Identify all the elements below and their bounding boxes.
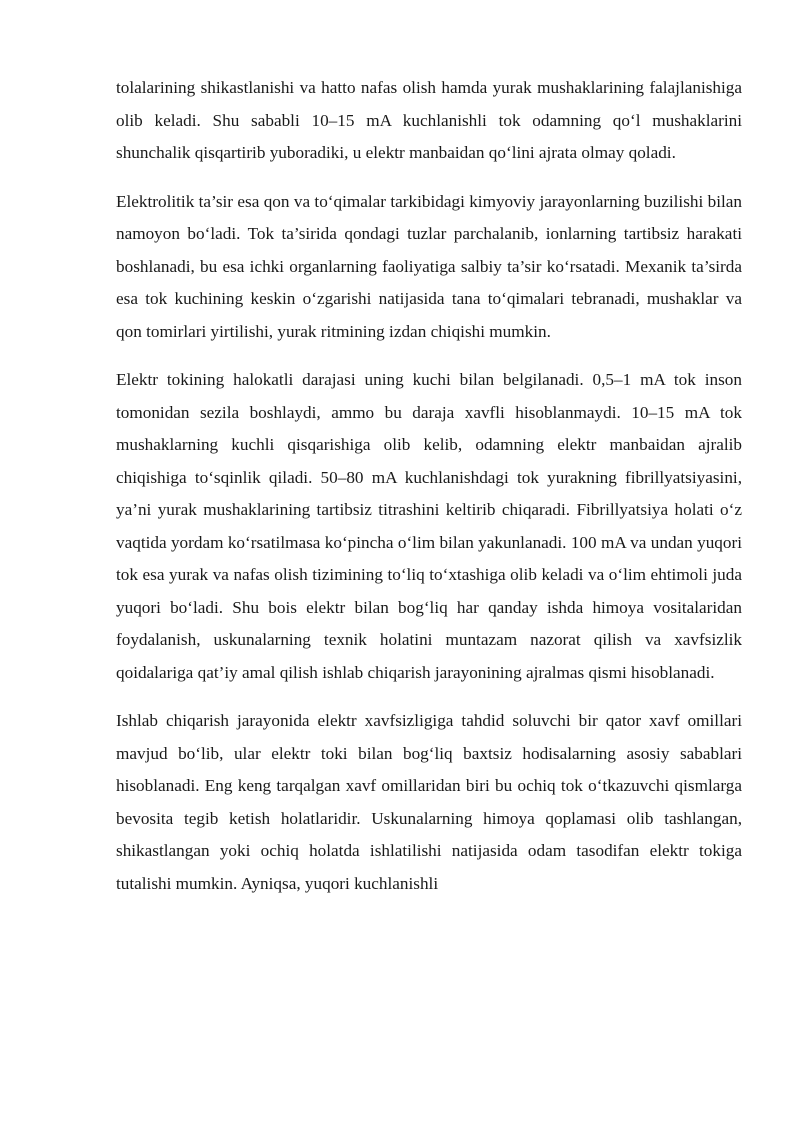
paragraph-4: Ishlab chiqarish jarayonida elektr xavfsizligiga tahdid soluvchi bir qator xavf omillari mavjud bo‘lib, ular elektr toki bilan bog‘liq baxtsiz hodisalarning asosiy sabablari hisoblanadi. Eng keng tarqalgan xavf omillaridan biri bu ochiq tok o‘tkazuvchi qismlarga bevosita tegib ketish holatlaridir. Uskunalarning himoya qoplamasi olib tashlangan, shikastlangan yoki ochiq holatda ishlatilishi natijasida odam tasodifan elektr tokiga tutalishi mumkin. Ayniqsa, yuqori kuchlanishli <box>116 711 742 893</box>
paragraph-3: Elektr tokining halokatli darajasi uning kuchi bilan belgilanadi. 0,5–1 mA tok inson tomonidan sezila boshlaydi, ammo bu daraja xavfli hisoblanmaydi. 10–15 mA tok mushaklarning kuchli qisqarishiga olib kelib, odamning elektr manbaidan ajralib chiqishiga to‘sqinlik qiladi. 50–80 mA kuchlanishdagi tok yurakning fibrillyatsiyasini, ya’ni yurak mushaklarining tartibsiz titrashini keltirib chiqaradi. Fibrillyatsiya holati o‘z vaqtida yordam ko‘rsatilmasa ko‘pincha o‘lim bilan yakunlanadi. 100 mA va undan yuqori tok esa yurak va nafas olish tizimining to‘liq to‘xtashiga olib keladi va o‘lim ehtimoli juda yuqori bo‘ladi. Shu bois elektr bilan bog‘liq har qanday ishda himoya vositalaridan foydalanish, uskunalarning texnik holatini muntazam nazorat qilish va xavfsizlik qoidalariga qat’iy amal qilish ishlab chiqarish jarayonining ajralmas qismi hisoblanadi. <box>116 370 742 682</box>
paragraph-2: Elektrolitik ta’sir esa qon va to‘qimalar tarkibidagi kimyoviy jarayonlarning buzilishi bilan namoyon bo‘ladi. Tok ta’sirida qondagi tuzlar parchalanib, ionlarning tartibsiz harakati boshlanadi, bu esa ichki organlarning faoliyatiga salbiy ta’sir ko‘rsatadi. Mexanik ta’sirda esa tok kuchining keskin o‘zgarishi natijasida tana to‘qimalari tebranadi, mushaklar va qon tomirlari yirtilishi, yurak ritmining izdan chiqishi mumkin. <box>116 191 742 341</box>
document-page <box>116 72 742 916</box>
paragraph-1: tolalarining shikastlanishi va hatto nafas olish hamda yurak mushaklarining falajlanishiga olib keladi. Shu sababli 10–15 mA kuchlanishli tok odamning qo‘l mushaklarini shunchalik qisqartirib yuboradiki, u elektr manbaidan qo‘lini ajrata olmay qoladi. <box>116 78 742 162</box>
